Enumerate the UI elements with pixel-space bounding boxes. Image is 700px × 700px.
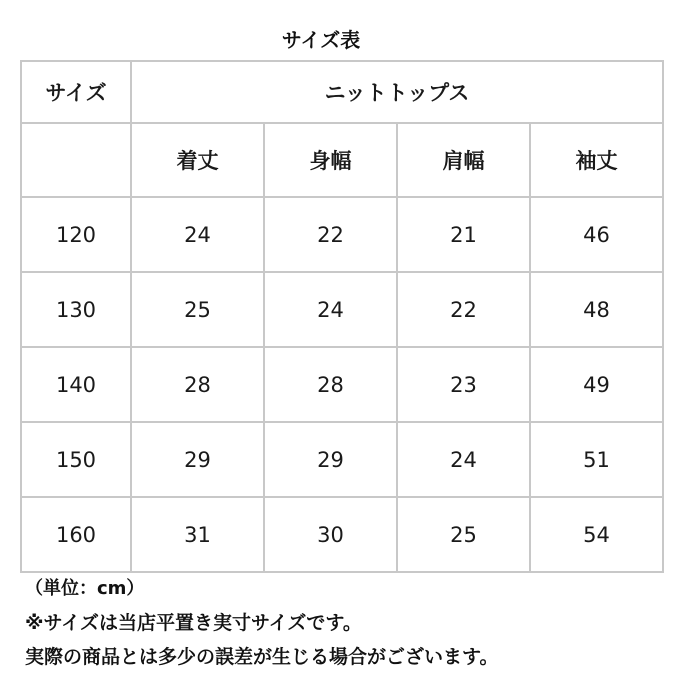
notes (25, 572, 685, 674)
value-cell: 30 (264, 497, 397, 572)
empty-header-cell (21, 123, 131, 197)
page-title: サイズ表 (281, 28, 361, 52)
size-cell: 150 (21, 422, 131, 497)
table-row (21, 197, 663, 272)
value-cell: 28 (131, 347, 264, 422)
value-cell: 25 (131, 272, 264, 347)
value-cell: 21 (397, 197, 530, 272)
value-cell: 49 (530, 347, 663, 422)
value-cell: 25 (397, 497, 530, 572)
value-cell: 31 (131, 497, 264, 572)
value-cell: 29 (264, 422, 397, 497)
column-header-sleeve: 袖丈 (530, 123, 663, 197)
variance-note: 実際の商品とは多少の誤差が生じる場合がございます。 (25, 646, 499, 668)
value-cell: 28 (264, 347, 397, 422)
value-cell: 29 (131, 422, 264, 497)
size-table (20, 60, 664, 573)
size-cell: 140 (21, 347, 131, 422)
column-header-shoulder: 肩幅 (397, 123, 530, 197)
column-header-width: 身幅 (264, 123, 397, 197)
table-row (21, 347, 663, 422)
table-row (21, 272, 663, 347)
table-row (21, 422, 663, 497)
value-cell: 24 (264, 272, 397, 347)
size-header-cell: サイズ (21, 61, 131, 123)
value-cell: 46 (530, 197, 663, 272)
value-cell: 48 (530, 272, 663, 347)
table-row (21, 497, 663, 572)
value-cell: 54 (530, 497, 663, 572)
table-subheader-row (21, 123, 663, 197)
table-header-row (21, 61, 663, 123)
value-cell: 23 (397, 347, 530, 422)
value-cell: 51 (530, 422, 663, 497)
measurement-note: ※サイズは当店平置き実寸サイズです。 (25, 612, 362, 634)
value-cell: 22 (264, 197, 397, 272)
group-header-cell: ニットトップス (131, 61, 663, 123)
value-cell: 24 (397, 422, 530, 497)
size-cell: 120 (21, 197, 131, 272)
unit-note: （単位：cm） (25, 578, 145, 599)
value-cell: 24 (131, 197, 264, 272)
column-header-length: 着丈 (131, 123, 264, 197)
size-cell: 160 (21, 497, 131, 572)
value-cell: 22 (397, 272, 530, 347)
size-cell: 130 (21, 272, 131, 347)
